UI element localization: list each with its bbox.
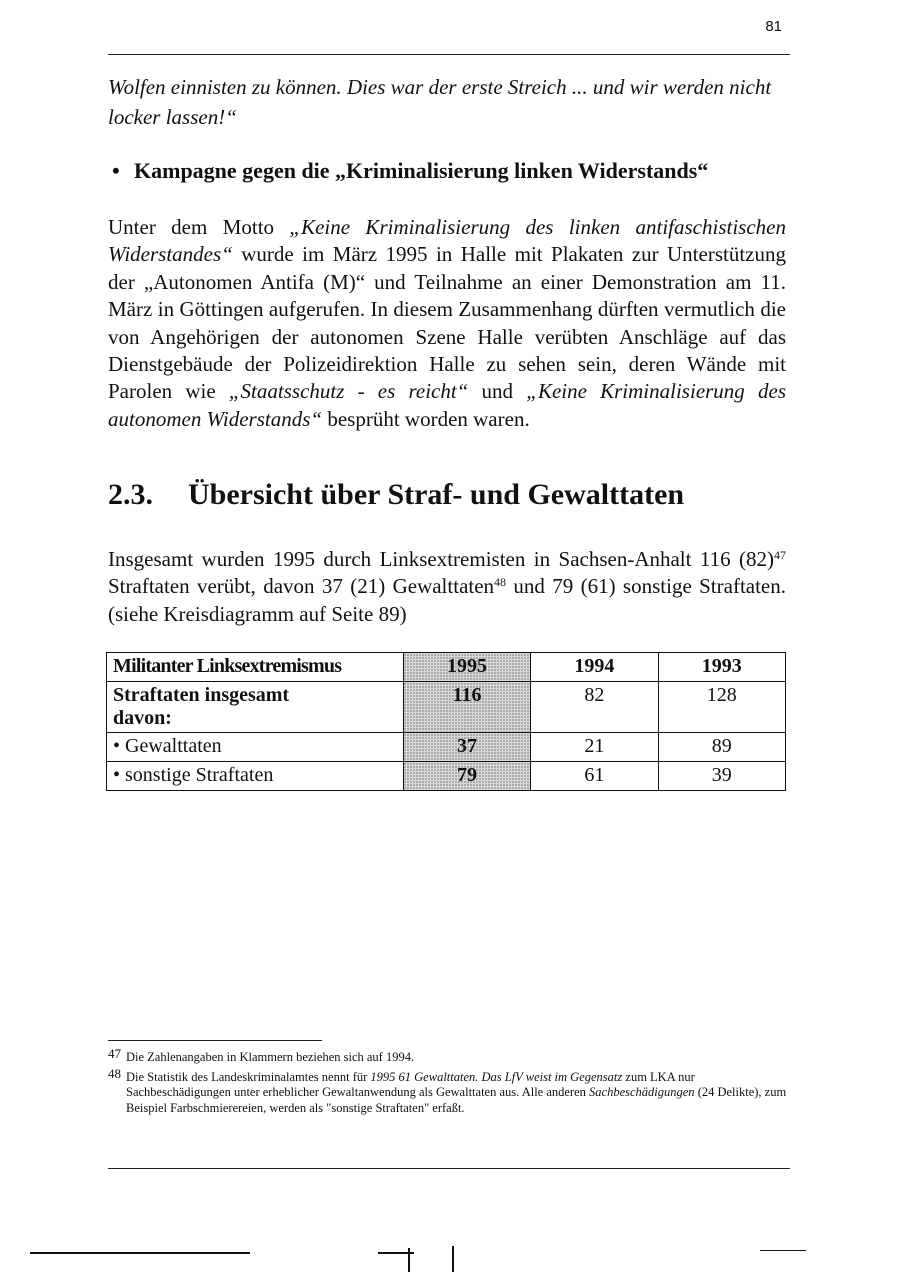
- scan-mark-right: [760, 1250, 806, 1251]
- overview-text-1: Insgesamt wurden 1995 durch Linksextremisten in Sachsen-Anhalt 116 (82): [108, 547, 774, 571]
- cell-1995: 116: [403, 682, 530, 733]
- campaign-paragraph: [108, 214, 786, 433]
- cell-1993: 89: [658, 733, 785, 762]
- row-label: [107, 682, 404, 733]
- footnote-48: [108, 1065, 788, 1117]
- cell-1993: 39: [658, 762, 785, 791]
- table-row: [107, 733, 786, 762]
- cell-1995: 79: [403, 762, 530, 791]
- footnotes: [108, 1046, 788, 1116]
- footnote-text: Die Zahlenangaben in Klammern beziehen sich auf 1994.: [126, 1050, 415, 1064]
- overview-text-3: und 79 (61) sonstige Straftaten. (siehe Kreisdiagramm auf Seite 89): [108, 574, 786, 626]
- campaign-heading: [112, 158, 708, 184]
- campaign-motto: „Keine Kriminalisierung des linken antifaschistischen Widerstandes“: [108, 215, 786, 267]
- footnote-rule: [108, 1040, 322, 1041]
- offense-statistics-table: [106, 652, 786, 791]
- overview-text-2: Straftaten verübt, davon 37 (21) Gewalttaten: [108, 574, 495, 599]
- cell-1994: 21: [531, 733, 658, 762]
- row-sublabel: davon:: [113, 707, 172, 729]
- footnote-text-3: (24 Delikte), zum Beispiel Farbschmierereien, werden als "sonstige Straftaten" erfaßt.: [126, 1085, 787, 1115]
- cell-1995: 37: [403, 733, 530, 762]
- campaign-text-1: Unter dem Motto: [108, 215, 290, 239]
- footnote-text-1: Die Statistik des Landeskriminalamtes nennt für: [126, 1069, 371, 1084]
- row-label-text: Straftaten insgesamt: [113, 684, 290, 706]
- section-number: 2.3.: [108, 478, 153, 511]
- footnote-ref-47[interactable]: 47: [774, 548, 786, 562]
- scan-tick-2: [452, 1246, 454, 1272]
- row-label: [107, 762, 404, 791]
- header-rule: [108, 54, 790, 55]
- footnote-text-2: zum LKA nur Sachbeschädigungen unter erheblicher Gewaltanwendung als Gewalttaten aus. Alle anderen: [126, 1069, 695, 1099]
- bullet-icon: •: [113, 735, 126, 757]
- campaign-text-4: besprüht worden waren.: [322, 406, 530, 431]
- footnote-text-italic-2: Sachbeschädigungen: [589, 1085, 695, 1099]
- footer-rule: [108, 1168, 790, 1169]
- scan-tick-1: [408, 1248, 410, 1272]
- footnote-number: 47: [108, 1046, 121, 1061]
- quote-continuation: Wolfen einnisten zu können. Dies war der erste Streich ... und wir werden nicht locker lassen!“: [108, 75, 772, 129]
- footnote-47: [108, 1046, 788, 1066]
- campaign-slogan-2: „Keine Kriminalisierung des autonomen Widerstands“: [108, 379, 786, 431]
- footnote-number: 48: [108, 1065, 121, 1081]
- bullet-icon: •: [113, 764, 126, 786]
- row-label-text: sonstige Straftaten: [125, 764, 274, 786]
- bullet-icon: •: [112, 158, 120, 183]
- row-label: [107, 733, 404, 762]
- table-header-1994: 1994: [531, 653, 658, 682]
- table-header-1993: 1993: [658, 653, 785, 682]
- table-header-row: [107, 653, 786, 682]
- footnote-text-italic-1: 1995 61 Gewalttaten. Das LfV weist im Gegensatz: [370, 1069, 623, 1084]
- cell-1994: 61: [531, 762, 658, 791]
- cell-1993: 128: [658, 682, 785, 733]
- campaign-slogan-1: „Staatsschutz - es reicht“: [228, 379, 469, 404]
- campaign-heading-text: Kampagne gegen die „Kriminalisierung linken Widerstands“: [134, 158, 709, 183]
- scan-mark-left: [30, 1252, 250, 1254]
- table-header-1995: 1995: [403, 653, 530, 682]
- cell-1994: 82: [531, 682, 658, 733]
- table-row: [107, 762, 786, 791]
- campaign-text-3: und: [468, 379, 527, 404]
- campaign-text-2: wurde im März 1995 in Halle mit Plakaten zur Unterstützung der „Autonomen Antifa (M)“ und Teilnahme an einer Demonstration am 11. März in Göttingen aufgerufen. In diesem Zusammenhang dürften vermutlich die von Angehörigen der autonomen Szene Halle verübten Anschläge auf das Dienstgebäude der Polizeidirektion Halle zu sehen sein, deren Wände mit Parolen wie: [108, 242, 786, 404]
- page-number: 81: [765, 18, 782, 35]
- table-row: [107, 682, 786, 733]
- section-heading: [108, 478, 684, 512]
- footnote-ref-48[interactable]: 48: [494, 575, 507, 590]
- overview-paragraph: [108, 546, 786, 628]
- row-label-text: Gewalttaten: [125, 735, 222, 757]
- table-header-label: Militanter Linksextremismus: [107, 653, 404, 682]
- section-title: Übersicht über Straf- und Gewalttaten: [188, 478, 685, 511]
